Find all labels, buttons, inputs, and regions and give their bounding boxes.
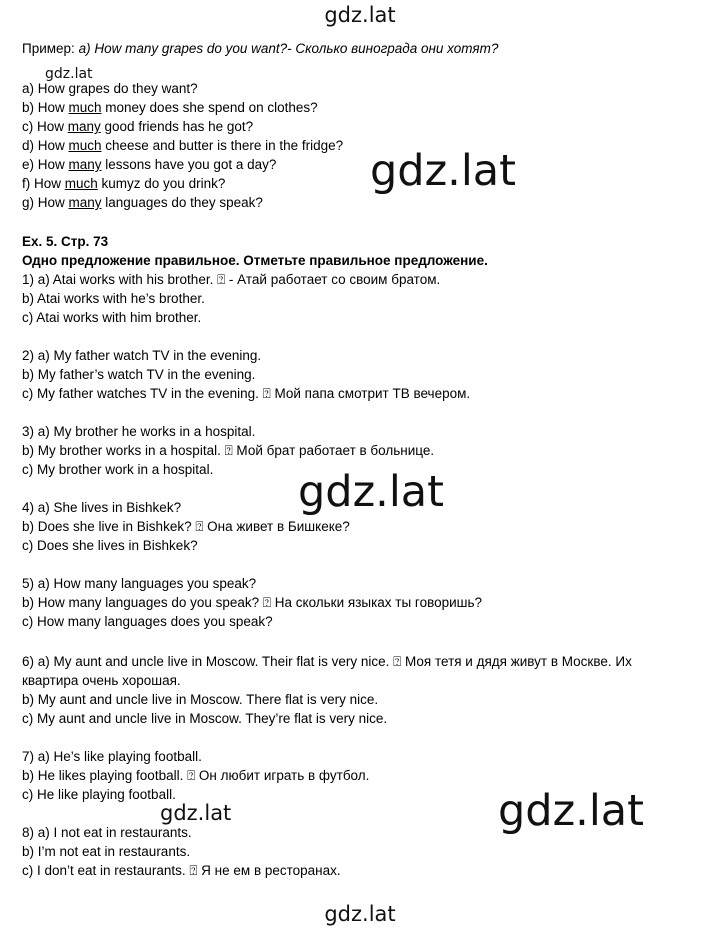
answer-word: many <box>68 157 102 172</box>
example-line <box>22 40 498 57</box>
question-7-line: c) He like playing football. <box>22 787 176 802</box>
question-4-line: b) Does she live in Bishkek? ⍰ Она живет в Бишкеке? <box>22 519 350 534</box>
question-1-line: c) Atai works with him brother. <box>22 310 202 325</box>
answer-line: d) How much cheese and butter is there in the fridge? <box>22 138 344 153</box>
question-7-line: 7) a) He’s like playing football. <box>22 749 202 764</box>
answer-word: many <box>68 195 102 210</box>
question-3-line: c) My brother work in a hospital. <box>22 462 214 477</box>
question-3-line: b) My brother works in a hospital. ⍰ Мой брат работает в больнице. <box>22 443 435 458</box>
question-2-line: b) My father’s watch TV in the evening. <box>22 367 256 382</box>
answer-word: much <box>68 138 102 153</box>
question-6-line: b) My aunt and uncle live in Moscow. There flat is very nice. <box>22 692 379 707</box>
question-5-line: c) How many languages does you speak? <box>22 614 273 629</box>
answer-word: many <box>67 119 101 134</box>
watermark-top: gdz.lat <box>324 3 396 27</box>
watermark-large: gdz.lat <box>498 786 644 836</box>
example-text: a) How many grapes do you want?- Сколько винограда они хотят? <box>78 41 499 56</box>
question-6-line: квартира очень хорошая. <box>22 673 181 688</box>
example-label: Пример: <box>22 41 79 56</box>
answer-line: e) How many lessons have you got a day? <box>22 157 277 172</box>
question-8-line: c) I don’t eat in restaurants. ⍰ Я не ем в ресторанах. <box>22 863 341 878</box>
answer-line: f) How much kumyz do you drink? <box>22 176 226 191</box>
question-4-line: c) Does she lives in Bishkek? <box>22 538 198 553</box>
watermark-large: gdz.lat <box>370 146 516 196</box>
watermark-medium: gdz.lat <box>160 801 232 825</box>
answer-line: b) How much money does she spend on clothes? <box>22 100 318 115</box>
answer-word: much <box>68 100 102 115</box>
question-2-line: 2) a) My father watch TV in the evening. <box>22 348 262 363</box>
question-6-line: c) My aunt and uncle live in Moscow. They’re flat is very nice. <box>22 711 388 726</box>
question-8-line: b) I’m not eat in restaurants. <box>22 844 191 859</box>
question-6-line: 6) a) My aunt and uncle live in Moscow. Their flat is very nice. ⍰ Моя тетя и дядя живут в Москве. Их <box>22 654 632 669</box>
question-4-line: 4) a) She lives in Bishkek? <box>22 500 182 515</box>
answer-word: much <box>64 176 98 191</box>
question-3-line: 3) a) My brother he works in a hospital. <box>22 424 256 439</box>
answer-line: a) How grapes do they want? <box>22 81 198 96</box>
watermark-bottom: gdz.lat <box>324 902 396 926</box>
watermark-small: gdz.lat <box>45 66 93 82</box>
answer-line: c) How many good friends has he got? <box>22 119 254 134</box>
exercise-instruction: Одно предложение правильное. Отметьте правильное предложение. <box>22 253 488 268</box>
question-1-line: b) Atai works with he’s brother. <box>22 291 205 306</box>
question-2-line: c) My father watches TV in the evening. ⍰ Мой папа смотрит ТВ вечером. <box>22 386 471 401</box>
answer-line: g) How many languages do they speak? <box>22 195 263 210</box>
exercise-heading: Ex. 5. Стр. 73 <box>22 234 109 249</box>
question-5-line: 5) a) How many languages you speak? <box>22 576 257 591</box>
question-1-line: 1) a) Atai works with his brother. ⍰ - Атай работает со своим братом. <box>22 272 441 287</box>
question-5-line: b) How many languages do you speak? ⍰ На скольки языках ты говоришь? <box>22 595 483 610</box>
question-7-line: b) He likes playing football. ⍰ Он любит играть в футбол. <box>22 768 370 783</box>
watermark-large: gdz.lat <box>298 467 444 517</box>
question-8-line: 8) a) I not eat in restaurants. <box>22 825 192 840</box>
